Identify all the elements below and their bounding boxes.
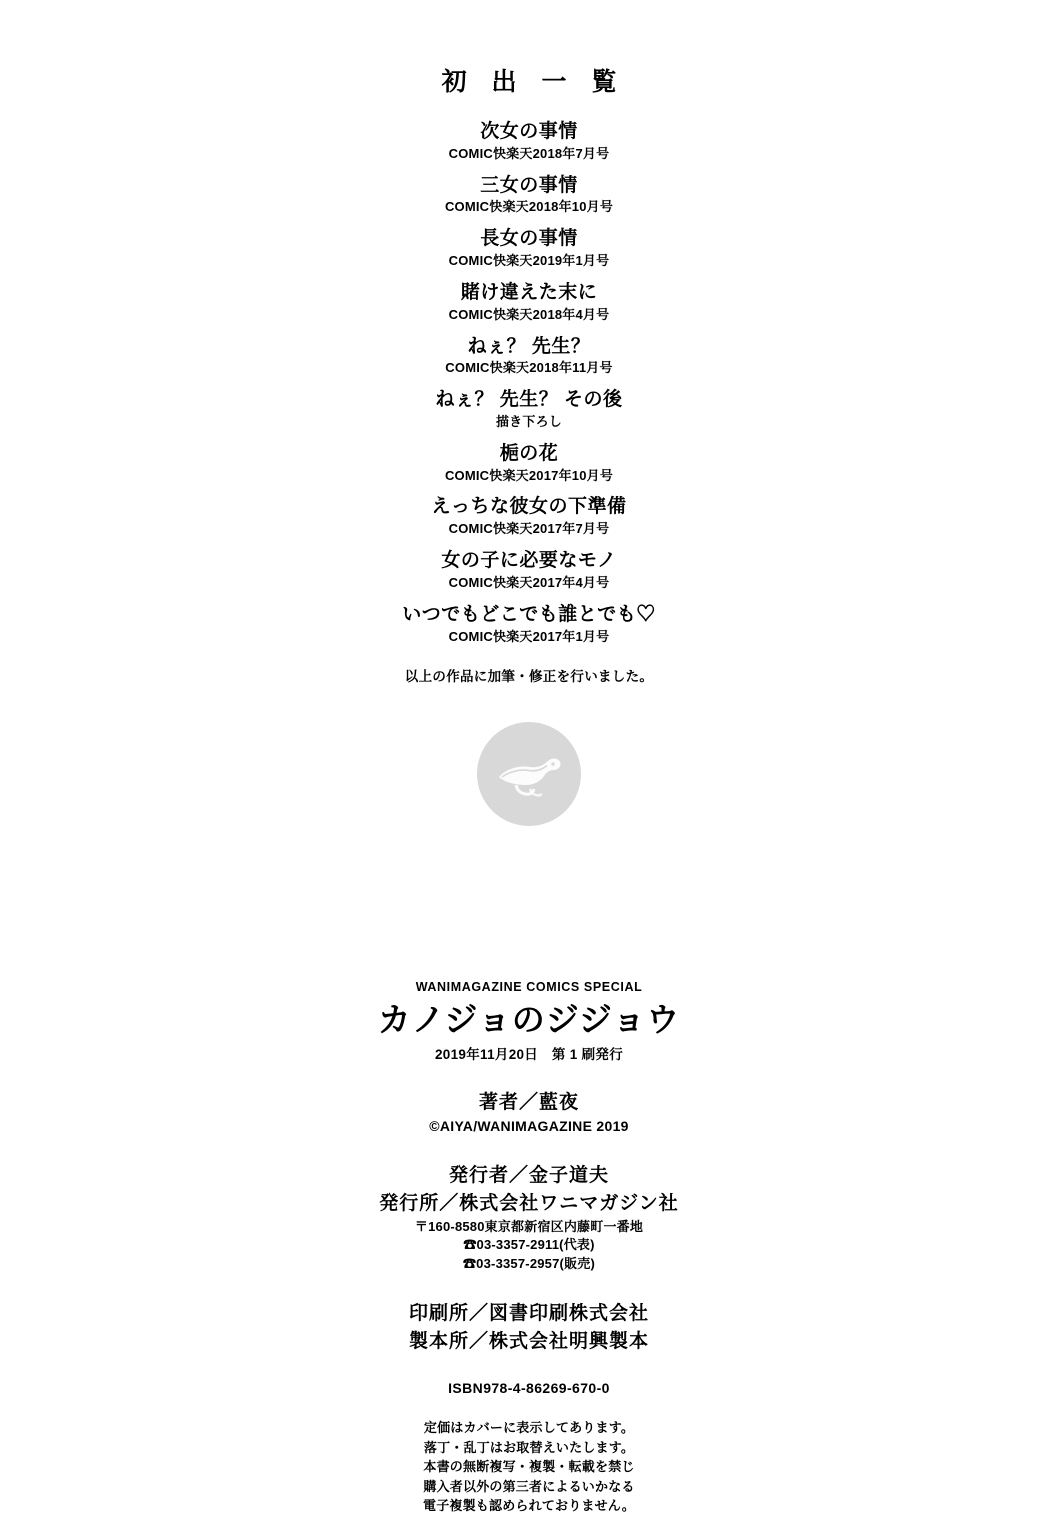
entry-title: 次女の事情	[480, 121, 578, 142]
series-label: WANIMAGAZINE COMICS SPECIAL	[415, 980, 643, 994]
legal-notice	[0, 1418, 1058, 1516]
crocodile-logo-icon	[477, 722, 581, 826]
list-item	[0, 442, 1058, 485]
first-appearance-list	[0, 62, 1058, 685]
entry-title: ねぇ？ 先生？	[467, 335, 591, 357]
list-item	[0, 549, 1058, 592]
list-item	[0, 174, 1058, 217]
publisher-address: 〒160-8580東京都新宿区内藤町一番地	[414, 1218, 644, 1234]
copyright-line: ©AIYA/WANIMAGAZINE 2019	[429, 1117, 629, 1134]
bookbinder-line: 製本所／株式会社明興製本	[408, 1330, 649, 1352]
publisher-block	[0, 1162, 1058, 1274]
entry-source: COMIC快楽天2018年10月号	[444, 199, 614, 215]
notice-line: 電子複製も認められておりません。	[423, 1498, 635, 1514]
notice-line: 定価はカバーに表示してあります。	[423, 1420, 635, 1436]
author-label: 著者／藍夜	[478, 1092, 579, 1114]
entry-source: COMIC快楽天2017年1月号	[448, 628, 610, 644]
first-appearance-note: 以上の作品に加筆・修正を行いました。	[404, 669, 654, 685]
entry-title: ねぇ？ 先生？ その後	[435, 389, 623, 411]
list-item	[0, 495, 1058, 538]
entry-title: いつでもどこでも誰とでも♡	[402, 603, 656, 625]
entry-title: 三女の事情	[480, 174, 578, 196]
entry-source: 描き下ろし	[495, 413, 562, 429]
publisher-person: 発行者／金子道夫	[448, 1165, 609, 1187]
entry-title: 女の子に必要なモノ	[441, 550, 617, 572]
entry-title: 賭け違えた末に	[460, 281, 598, 303]
publisher-logo-wrap	[0, 722, 1058, 826]
entry-title: えっちな彼女の下準備	[431, 496, 627, 518]
list-item	[0, 281, 1058, 324]
entry-title: 長女の事情	[480, 228, 578, 250]
printer-line: 印刷所／図書印刷株式会社	[408, 1303, 649, 1325]
phone-sales: ☎03-3357-2957(販売)	[462, 1256, 596, 1272]
entry-source: COMIC快楽天2017年4月号	[448, 574, 610, 590]
entry-source: COMIC快楽天2018年7月号	[448, 145, 610, 161]
book-title: カノジョのジジョウ	[377, 1001, 681, 1038]
publication-date: 2019年11月20日 第 1 刷発行	[434, 1047, 624, 1063]
notice-line: 本書の無断複写・複製・転載を禁じ	[423, 1459, 635, 1475]
author-block	[0, 1089, 1058, 1136]
entry-source: COMIC快楽天2018年4月号	[448, 306, 610, 322]
isbn-number: ISBN978-4-86269-670-0	[448, 1380, 610, 1397]
notice-line: 購入者以外の第三者によるいかなる	[423, 1478, 635, 1494]
list-item	[0, 120, 1058, 163]
entry-source: COMIC快楽天2018年11月号	[445, 360, 613, 376]
list-item	[0, 227, 1058, 270]
publisher-company: 発行所／株式会社ワニマガジン社	[379, 1192, 679, 1214]
list-item	[0, 603, 1058, 646]
colophon-block	[0, 980, 1058, 1516]
list-item	[0, 335, 1058, 378]
entry-source: COMIC快楽天2017年7月号	[448, 521, 610, 537]
first-appearance-heading: 初 出 一 覧	[441, 68, 626, 96]
entry-source: COMIC快楽天2019年1月号	[448, 253, 610, 269]
production-block	[0, 1300, 1058, 1355]
notice-line: 落丁・乱丁はお取替えいたします。	[423, 1439, 635, 1455]
entry-title: 梔の花	[499, 442, 559, 464]
list-item	[0, 388, 1058, 431]
phone-main: ☎03-3357-2911(代表)	[463, 1237, 595, 1253]
entry-source: COMIC快楽天2017年10月号	[444, 467, 614, 483]
